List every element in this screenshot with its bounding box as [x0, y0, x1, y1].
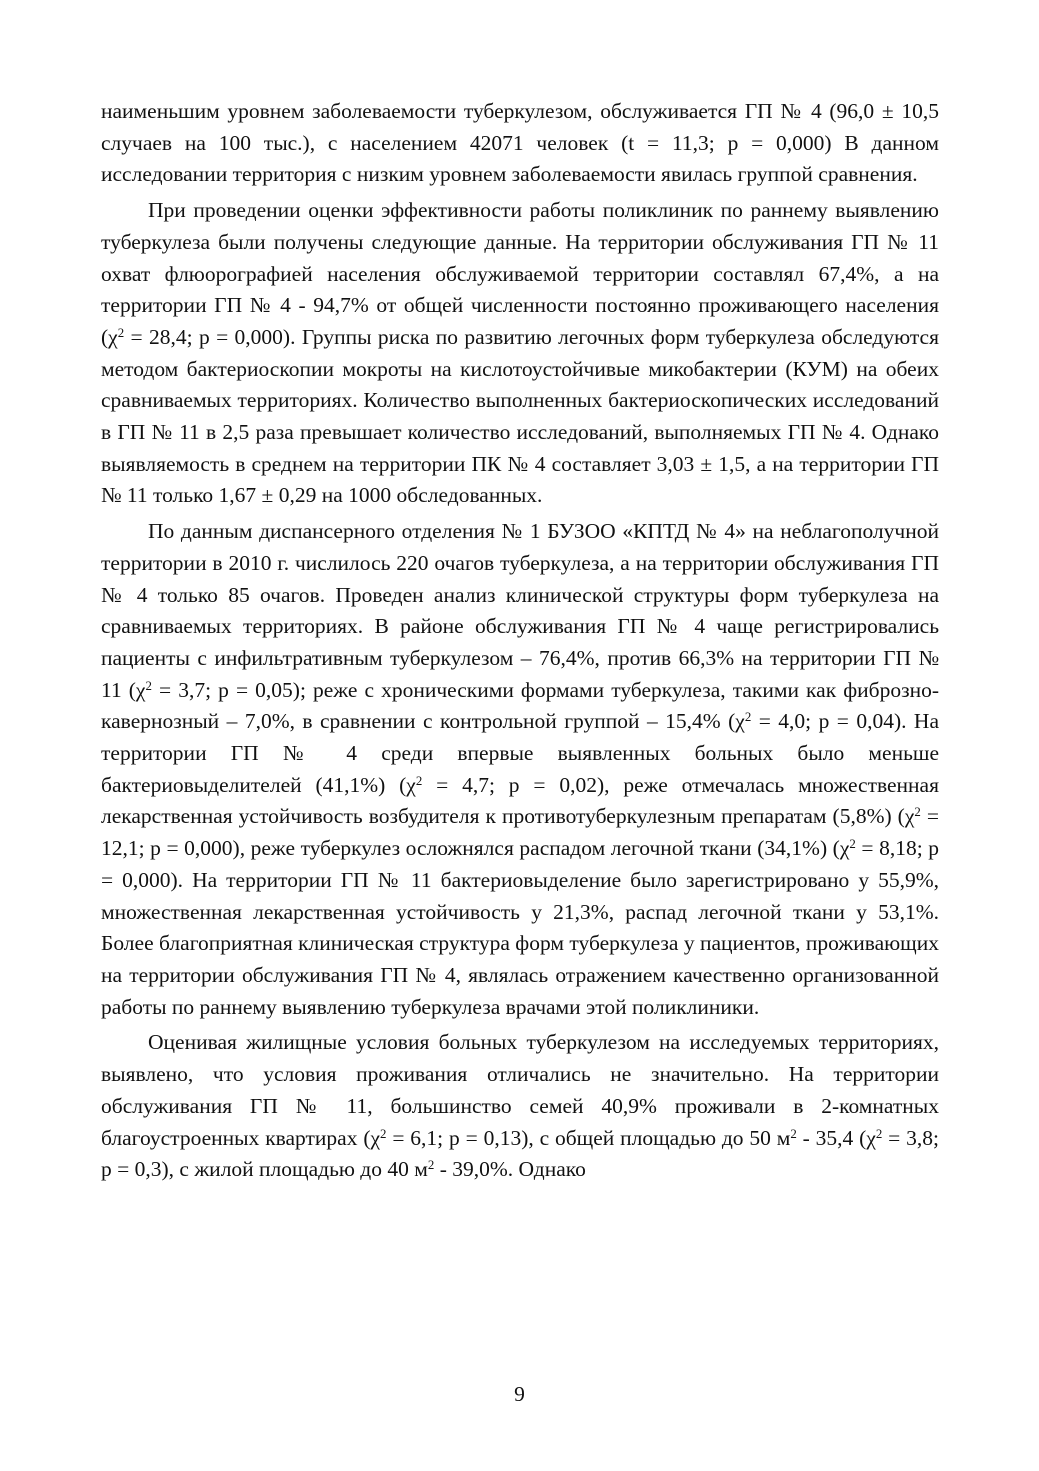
page-number: 9	[514, 1382, 525, 1406]
superscript: 2	[145, 678, 152, 693]
paragraph-text: = 3,7; p = 0,05); реже с хроническими формами туберкулеза, такими как фиброзно-кавернозный – 7,0%, в сравнении с контрольной группой – 15,4% (χ	[101, 677, 940, 734]
paragraph-text: По данным диспансерного отделения № 1 БУЗОО «КПТД № 4» на неблагополучной территории в 2010 г. числилось 220 очагов туберкулеза, а на территории обслуживания ГП № 4 только 85 очагов. Проведен анализ клинической структуры форм туберкулеза на сравниваемых территориях. В районе обслуживания ГП № 4 чаще регистрировались пациенты с инфильтративным туберкулезом – 76,4%, против 66,3% на территории ГП № 11 (χ	[101, 519, 939, 702]
body-paragraph	[101, 195, 939, 512]
paragraph-text: Оценивая жилищные условия больных туберкулезом на исследуемых территориях, выявлено, что условия проживания отличались не значительно. На территории обслуживания ГП № 11, большинство семей 40,9% проживали в 2-комнатных благоустроенных квартирах (χ	[101, 1030, 939, 1150]
document-page	[101, 96, 939, 1186]
paragraph-text: = 4,0; p = 0,04). На территории ГП № 4 среди впервые выявленных больных было меньше бактериовыделителей (41,1%) (χ	[101, 709, 940, 797]
paragraph-text: = 3,8; p = 0,3), с жилой площадью до 40 м	[101, 1125, 940, 1182]
body-paragraph	[101, 96, 939, 191]
superscript: 2	[875, 1126, 883, 1141]
superscript: 2	[849, 837, 856, 852]
paragraph-text: = 6,1; p = 0,13), с общей площадью до 50 м	[386, 1125, 791, 1150]
superscript: 2	[380, 1126, 387, 1141]
body-paragraph	[101, 516, 939, 1023]
superscript: 2	[914, 805, 921, 820]
superscript: 2	[415, 773, 423, 788]
paragraph-text: - 35,4 (χ	[796, 1125, 876, 1150]
paragraph-text: - 39,0%. Однако	[434, 1157, 586, 1182]
paragraph-text: = 12,1; p = 0,000), реже туберкулез осложнялся распадом легочной ткани (34,1%) (χ	[101, 804, 939, 861]
paragraph-text: наименьшим уровнем заболеваемости туберкулезом, обслуживается ГП № 4 (96,0 ± 10,5 случаев на 100 тыс.), с населением 42071 человек (t = 11,3; p = 0,000) В данном исследовании территория с низким уровнем заболеваемости явилась группой сравнения.	[101, 99, 939, 187]
superscript: 2	[790, 1126, 797, 1141]
superscript: 2	[744, 710, 752, 725]
paragraph-text: = 8,18; p = 0,000). На территории ГП № 11 бактериовыделение было зарегистрировано у 55,9%, множественная лекарственная устойчивость у 21,3%, распад легочной ткани у 53,1%. Более благоприятная клиническая структура форм туберкулеза у пациентов, проживающих на территории обслуживания ГП № 4, являлась отражением качественно организованной работы по раннему выявлению туберкулеза врачами этой поликлиники.	[101, 836, 939, 1019]
paragraph-text: = 4,7; p = 0,02), реже отмечалась множественная лекарственная устойчивость возбудителя к противотуберкулезным препаратам (5,8%) (χ	[101, 772, 939, 829]
superscript: 2	[427, 1158, 435, 1173]
body-paragraph	[101, 1027, 939, 1186]
superscript: 2	[117, 325, 125, 340]
paragraph-text: При проведении оценки эффективности работы поликлиник по раннему выявлению туберкулеза были получены следующие данные. На территории обслуживания ГП № 11 охват флюорографией населения обслуживаемой территории составлял 67,4%, а на территории ГП № 4 - 94,7% от общей численности постоянно проживающего населения (χ	[101, 198, 939, 349]
paragraph-text: = 28,4; p = 0,000). Группы риска по развитию легочных форм туберкулеза обследуются методом бактериоскопии мокроты на кислотоустойчивые микобактерии (КУМ) на обеих сравниваемых территориях. Количество выполненных бактериоскопических исследований в ГП № 11 в 2,5 раза превышает количество исследований, выполняемых ГП № 4. Однако выявляемость в среднем на территории ПК № 4 составляет 3,03 ± 1,5, а на территории ГП № 11 только 1,67 ± 0,29 на 1000 обследованных.	[101, 324, 939, 508]
